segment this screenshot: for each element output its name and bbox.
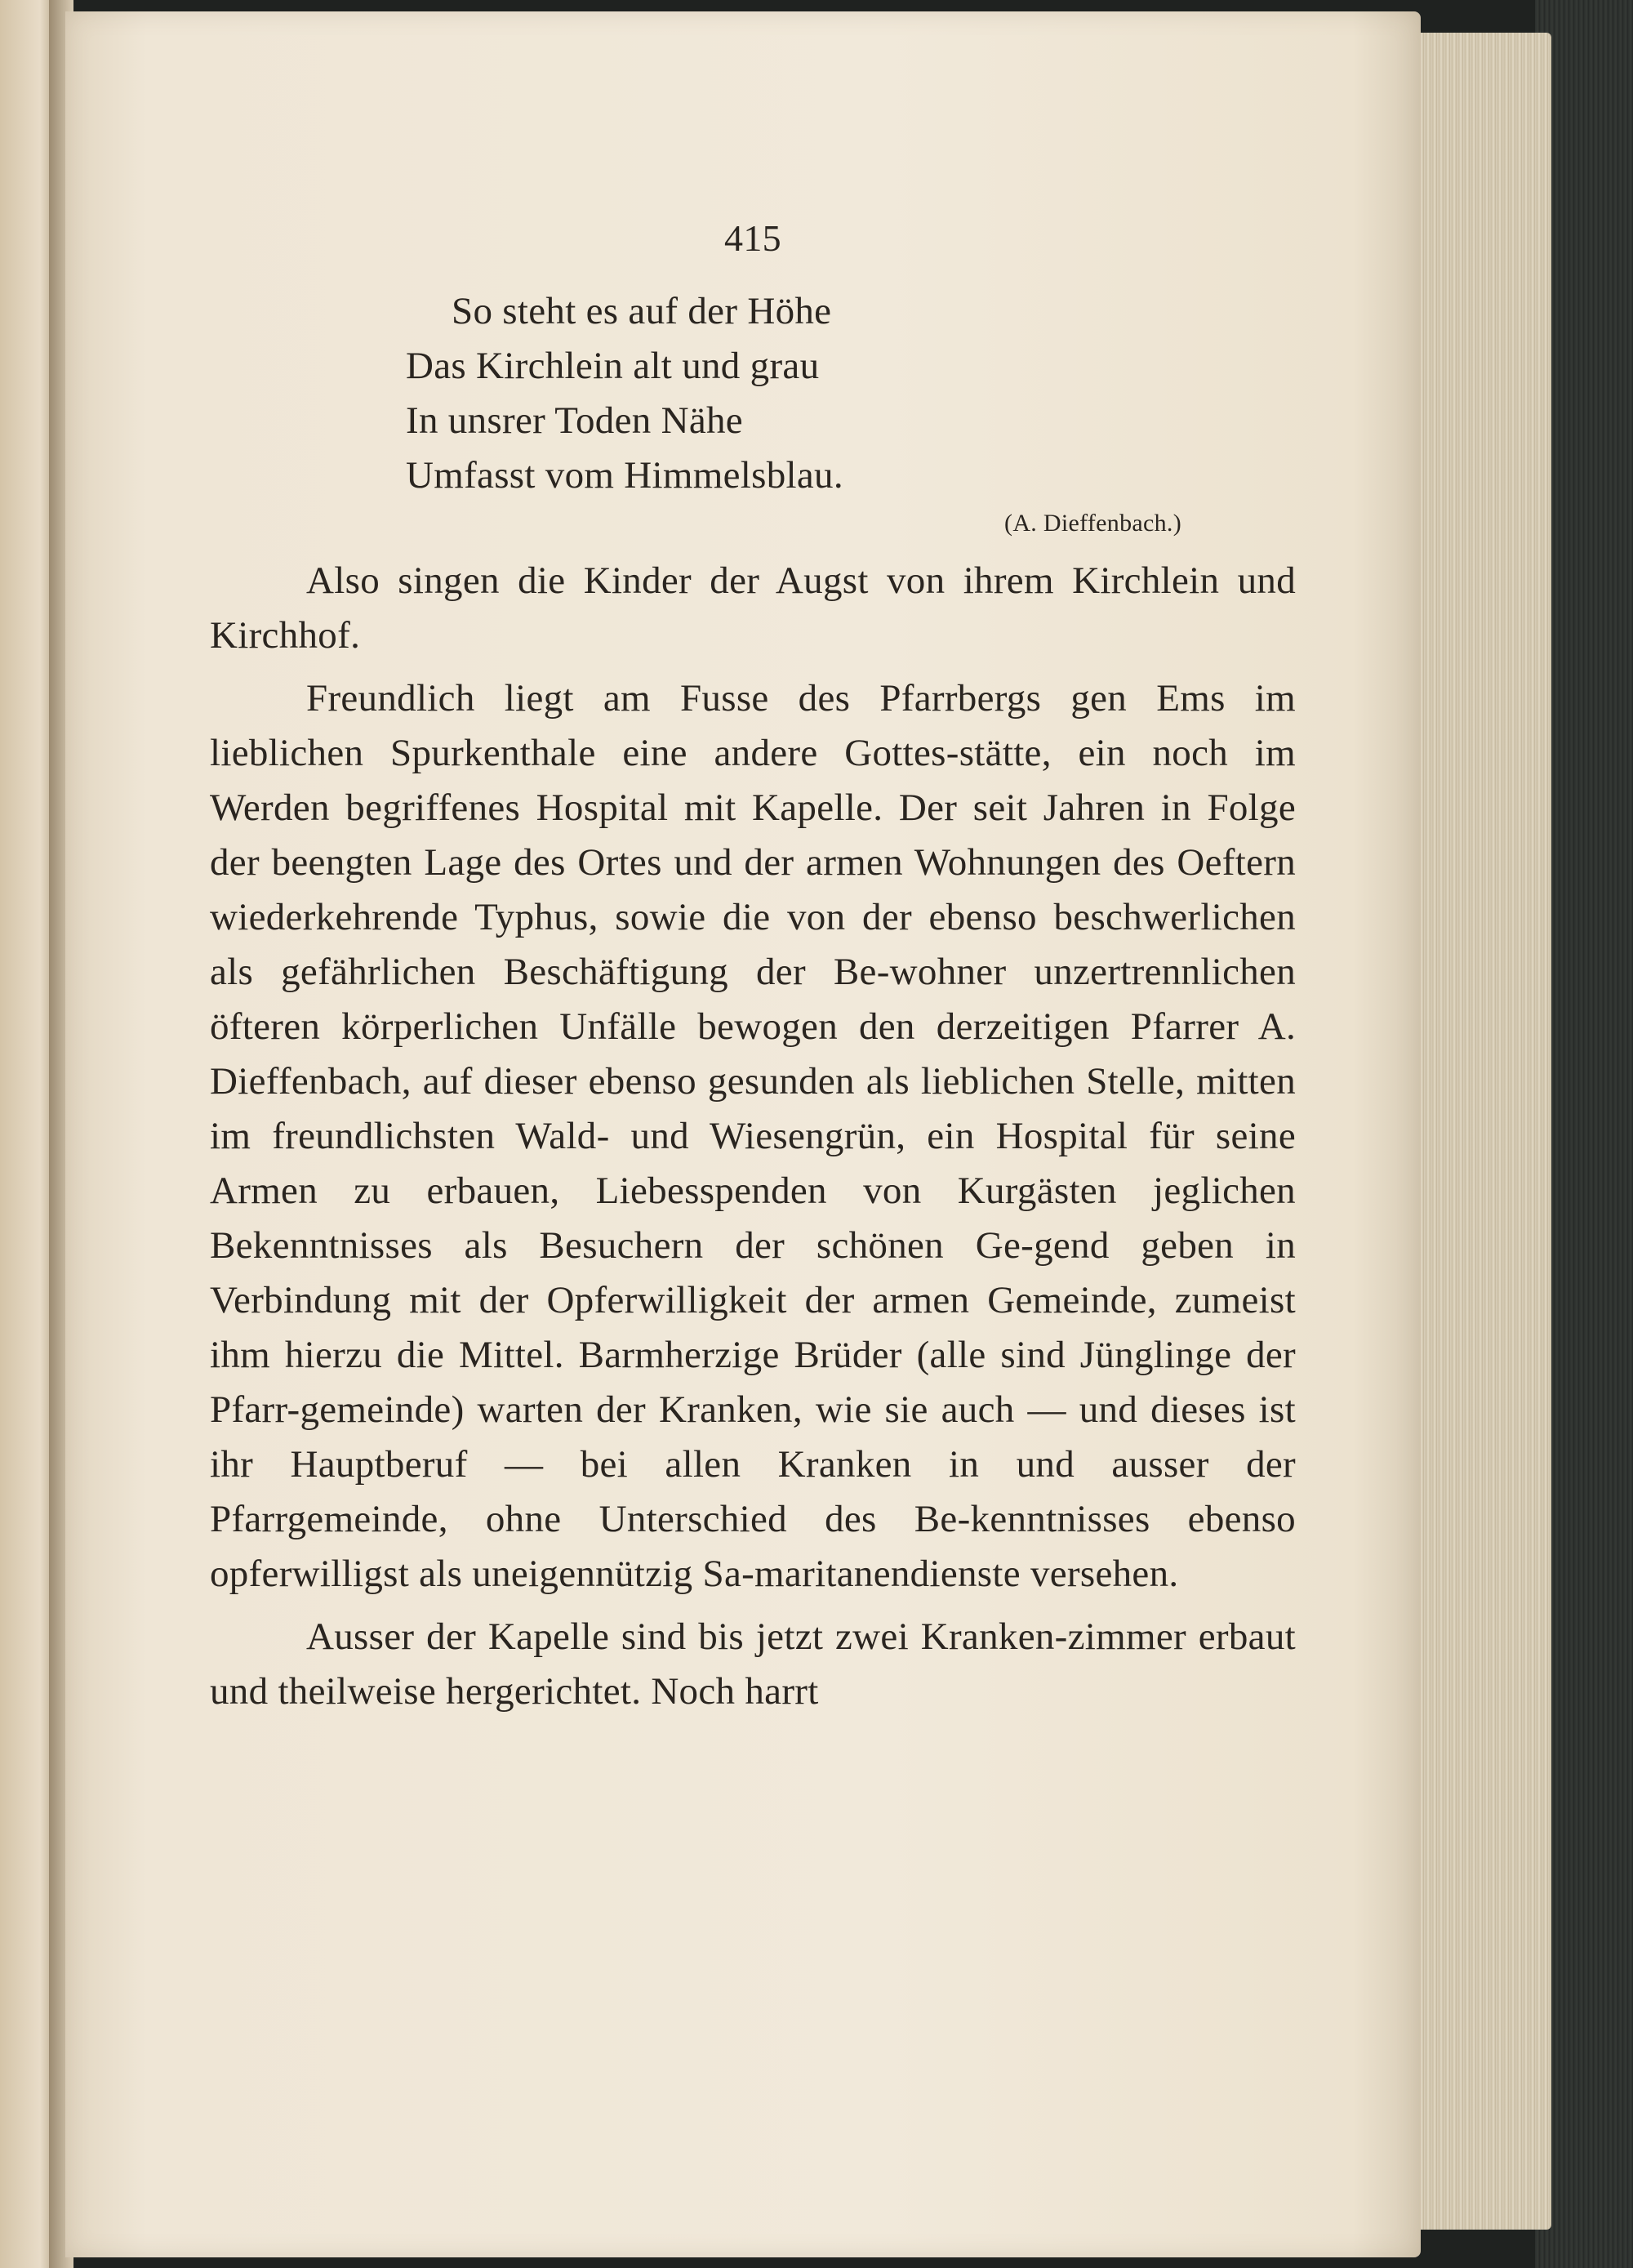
book-page	[65, 11, 1421, 2257]
page-stack-edge	[1404, 33, 1551, 2230]
paragraph-2: Freundlich liegt am Fusse des Pfarrbergs gen Ems im lieblichen Spurkenthale eine andere Gottes-stätte, ein noch im Werden begriffenes Hospital mit Kapelle. Der seit Jahren in Folge der beengten Lage des Ortes und der armen Wohnungen des Oeftern wiederkehrende Typhus, sowie die von der ebenso beschwerlichen als gefährlichen Beschäftigung der Be-wohner unzertrennlichen öfteren körperlichen Unfälle bewogen den derzeitigen Pfarrer A. Dieffenbach, auf dieser ebenso gesunden als lieblichen Stelle, mitten im freundlichsten Wald- und Wiesengrün, ein Hospital für seine Armen zu erbauen, Liebesspenden von Kurgästen jeglichen Bekenntnisses als Besuchern der schönen Ge-gend geben in Verbindung mit der Opferwilligkeit der armen Gemeinde, zumeist ihm hierzu die Mittel. Barmherzige Brüder (alle sind Jünglinge der Pfarr-gemeinde) warten der Kranken, wie sie auch — und dieses ist ihr Hauptberuf — bei allen Kranken in und ausser der Pfarrgemeinde, ohne Unterschied des Be-kenntnisses ebenso opferwilligst als uneigennützig Sa-maritanendienste versehen.	[210, 677, 1296, 1595]
poem-line-4: Umfasst vom Himmelsblau.	[406, 454, 843, 497]
poem-line-3: In unsrer Toden Nähe	[406, 399, 743, 442]
page-text	[210, 216, 1296, 1719]
paragraph-3: Ausser der Kapelle sind bis jetzt zwei Kranken-zimmer erbaut und theilweise hergerichtet. Noch harrt	[210, 1615, 1296, 1713]
paragraph-1: Also singen die Kinder der Augst von ihrem Kirchlein und Kirchhof.	[210, 559, 1296, 657]
poem-line-2: Das Kirchlein alt und grau	[406, 345, 820, 387]
page-number: 415	[724, 217, 781, 259]
poem-line-1: So steht es auf der Höhe	[452, 290, 832, 332]
poem	[406, 284, 1296, 503]
poem-attribution: (A. Dieffenbach.)	[1004, 510, 1181, 537]
